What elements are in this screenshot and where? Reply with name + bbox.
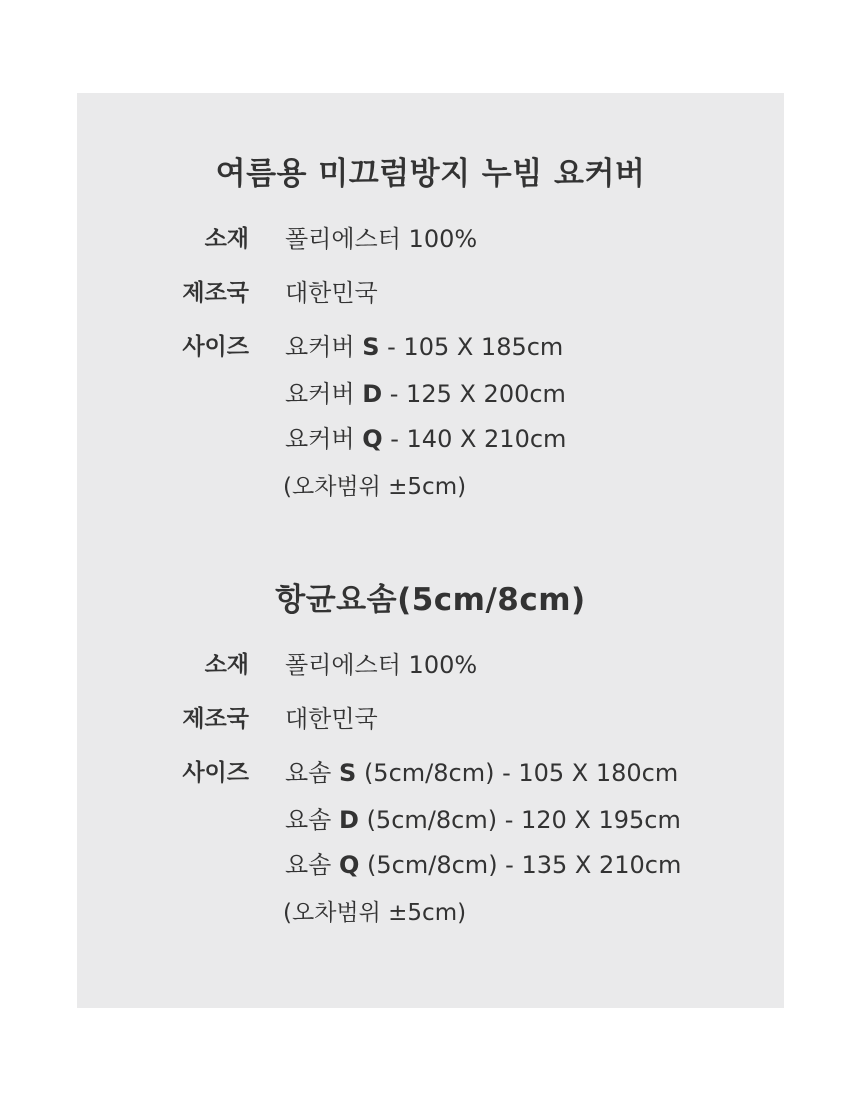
size-item-spec: - 105 X 185cm bbox=[379, 333, 564, 361]
size-item-spec: - 125 X 200cm bbox=[382, 380, 566, 408]
size-item-name: 요솜 bbox=[285, 851, 332, 879]
size-item bbox=[285, 327, 566, 367]
spec-row-origin bbox=[77, 699, 784, 739]
size-list bbox=[285, 327, 566, 512]
size-item bbox=[285, 372, 566, 417]
spec-table bbox=[77, 645, 784, 938]
tolerance-note: (오차범위 ±5cm) bbox=[283, 474, 467, 500]
size-item bbox=[285, 798, 681, 843]
section-yo-pad bbox=[77, 577, 784, 938]
size-item-spec: (5cm/8cm) - 105 X 180cm bbox=[356, 759, 679, 787]
size-item bbox=[285, 417, 566, 462]
spec-row-material bbox=[77, 645, 784, 685]
size-label: 사이즈 bbox=[182, 760, 249, 786]
spec-row-material bbox=[77, 219, 784, 259]
material-label: 소재 bbox=[204, 652, 249, 678]
size-item-letter: D bbox=[339, 806, 359, 834]
material-value: 폴리에스터 100% bbox=[285, 225, 478, 253]
size-item-spec: (5cm/8cm) - 120 X 195cm bbox=[358, 806, 681, 834]
size-item-letter: Q bbox=[339, 851, 360, 879]
section-title: 여름용 미끄럼방지 누빔 요커버 bbox=[215, 156, 646, 192]
size-item-spec: - 140 X 210cm bbox=[382, 425, 567, 453]
origin-label: 제조국 bbox=[182, 280, 249, 306]
size-item-letter: S bbox=[362, 333, 380, 361]
size-item-letter: D bbox=[362, 380, 383, 408]
origin-label: 제조국 bbox=[182, 706, 249, 732]
size-item-spec: (5cm/8cm) - 135 X 210cm bbox=[359, 851, 682, 879]
size-item-letter: S bbox=[339, 759, 357, 787]
size-item bbox=[285, 843, 681, 888]
size-item-name: 요커버 bbox=[285, 380, 355, 408]
size-item-name: 요커버 bbox=[285, 425, 355, 453]
product-info-panel bbox=[77, 93, 784, 1008]
origin-value: 대한민국 bbox=[285, 705, 378, 733]
spec-row-size bbox=[77, 753, 784, 938]
material-label: 소재 bbox=[204, 226, 249, 252]
tolerance-note: (오차범위 ±5cm) bbox=[283, 900, 467, 926]
size-label: 사이즈 bbox=[182, 334, 249, 360]
size-item bbox=[285, 753, 681, 793]
size-item-letter: Q bbox=[362, 425, 383, 453]
spec-row-origin bbox=[77, 273, 784, 313]
spec-table bbox=[77, 219, 784, 512]
size-item-name: 요솜 bbox=[285, 759, 332, 787]
size-list bbox=[285, 753, 681, 938]
spec-row-size bbox=[77, 327, 784, 512]
material-value: 폴리에스터 100% bbox=[285, 651, 478, 679]
section-title: 항균요솜(5cm/8cm) bbox=[275, 582, 586, 618]
size-item-name: 요커버 bbox=[285, 333, 355, 361]
size-item-name: 요솜 bbox=[285, 806, 332, 834]
origin-value: 대한민국 bbox=[285, 279, 378, 307]
section-yo-cover bbox=[77, 151, 784, 512]
